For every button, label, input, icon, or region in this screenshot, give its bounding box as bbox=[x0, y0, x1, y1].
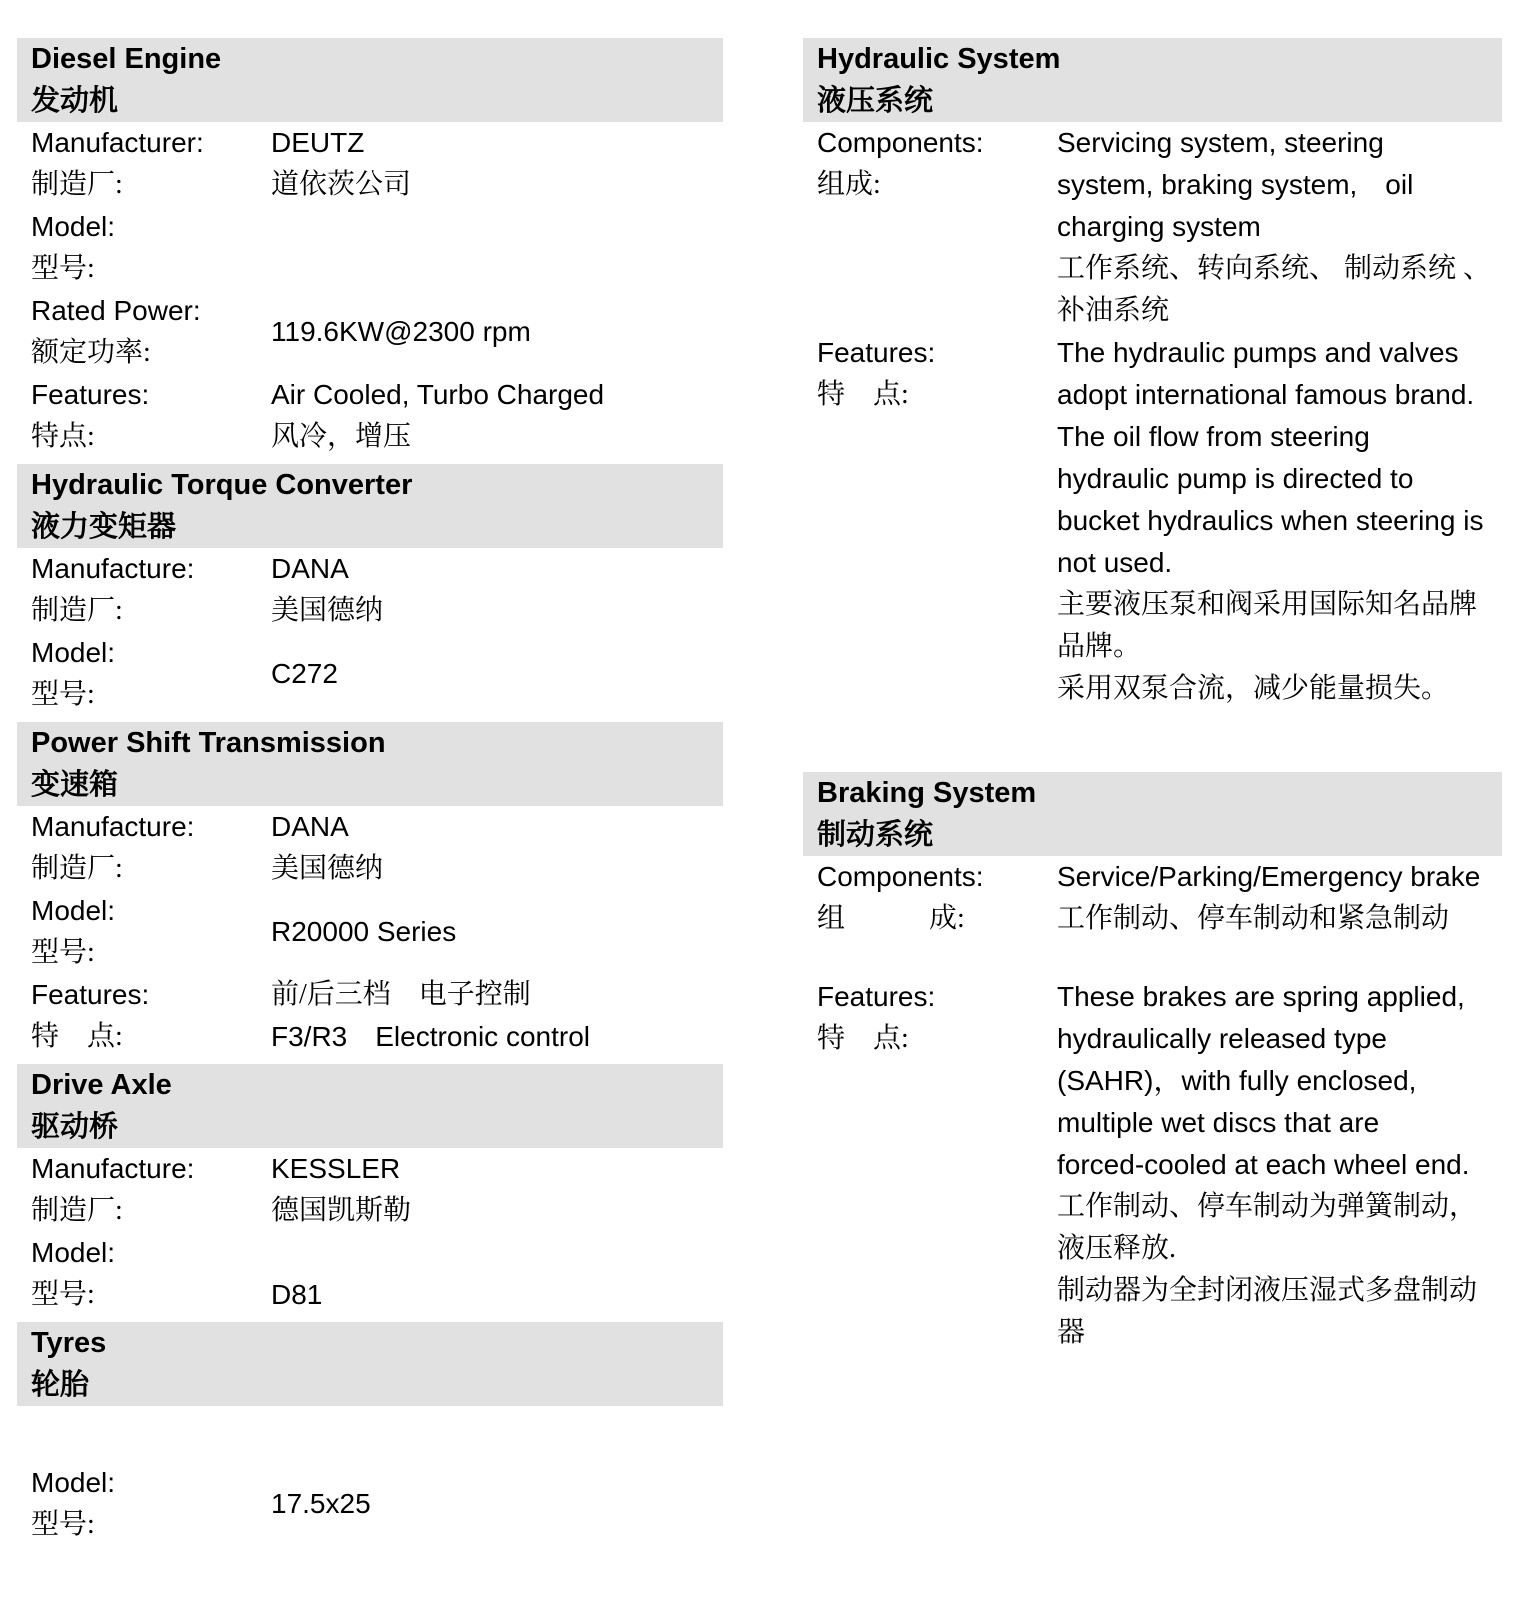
value-line: 品牌。 bbox=[1057, 631, 1142, 662]
section-title-zh: 发动机 bbox=[31, 85, 119, 117]
spec-value-zh: 美国德纳 bbox=[271, 595, 384, 626]
spec-label-en: Features: bbox=[817, 337, 936, 368]
spec-line-en bbox=[17, 206, 723, 248]
spec-row-model bbox=[17, 632, 723, 716]
spec-value-lines bbox=[1057, 122, 1491, 332]
section-header-hydraulic-system bbox=[803, 38, 1502, 122]
value-line: multiple wet discs that are bbox=[1057, 1107, 1380, 1138]
spec-label-en: Features: bbox=[31, 979, 150, 1010]
section-header-power-shift-transmission bbox=[17, 722, 723, 806]
section-header-tyres bbox=[17, 1322, 723, 1406]
section-title-zh: 变速箱 bbox=[31, 769, 119, 801]
spec-label-en: Model: bbox=[31, 1237, 116, 1268]
spec-row-features bbox=[17, 374, 723, 458]
spec-label-zh: 额定功率: bbox=[31, 337, 151, 368]
spec-labels bbox=[803, 856, 1057, 940]
section-title-en: Diesel Engine bbox=[31, 43, 222, 75]
section-title-en: Hydraulic System bbox=[817, 43, 1061, 75]
spec-line-zh bbox=[17, 248, 723, 290]
spec-line-en bbox=[17, 374, 723, 416]
spec-row-model bbox=[17, 206, 723, 290]
spec-row-manufacture bbox=[17, 548, 723, 632]
spec-label-en: Manufacture: bbox=[31, 1153, 195, 1184]
spec-labels bbox=[803, 122, 1057, 206]
spec-labels bbox=[803, 332, 1057, 416]
spec-label-en: Manufacture: bbox=[31, 811, 195, 842]
spec-line-en bbox=[17, 1148, 723, 1190]
spec-row-components bbox=[803, 122, 1502, 332]
spec-value-en: DANA bbox=[271, 553, 349, 584]
section-title-zh: 驱动桥 bbox=[31, 1111, 119, 1143]
value-line: system, braking system, oil bbox=[1057, 169, 1414, 200]
spec-value-zh: 德国凯斯勒 bbox=[271, 1195, 412, 1226]
spec-value-en: KESSLER bbox=[271, 1153, 401, 1184]
spec-label-en: Rated Power: bbox=[31, 295, 201, 326]
value-line: hydraulic pump is directed to bbox=[1057, 463, 1414, 494]
section-header-hydraulic-torque-converter bbox=[17, 464, 723, 548]
value-line: The hydraulic pumps and valves bbox=[1057, 337, 1459, 368]
spec-row-manufacture bbox=[17, 1148, 723, 1232]
spec-value-lines bbox=[1057, 332, 1483, 710]
spec-label-zh: 型号: bbox=[31, 1509, 95, 1540]
spec-row-model bbox=[17, 1462, 723, 1546]
spec-line-zh bbox=[17, 416, 723, 458]
spec-label-zh: 型号: bbox=[31, 253, 95, 284]
spec-label-en: Features: bbox=[817, 981, 936, 1012]
spec-row-manufacture bbox=[17, 806, 723, 890]
section-title-en: Braking System bbox=[817, 777, 1037, 809]
spec-value-en: D81 bbox=[271, 1279, 323, 1310]
spec-value: 119.6KW@2300 rpm bbox=[271, 316, 531, 347]
spec-line-en bbox=[17, 632, 723, 674]
value-line: bucket hydraulics when steering is bbox=[1057, 505, 1484, 536]
spec-row-model bbox=[17, 890, 723, 974]
spec-label-en: Model: bbox=[31, 895, 116, 926]
spec-label-en: Model: bbox=[31, 211, 116, 242]
value-line: The oil flow from steering bbox=[1057, 421, 1370, 452]
spec-label-zh: 型号: bbox=[31, 1279, 95, 1310]
spec-row-features bbox=[803, 332, 1502, 710]
spec-label-zh: 特 点: bbox=[31, 1021, 123, 1052]
spec-label-en: Manufacturer: bbox=[31, 127, 204, 158]
section-header-drive-axle bbox=[17, 1064, 723, 1148]
spec-line-zh bbox=[17, 1274, 723, 1316]
spec-label-en: Model: bbox=[31, 637, 116, 668]
section-title-zh: 液力变矩器 bbox=[31, 511, 177, 543]
value-line: charging system bbox=[1057, 211, 1261, 242]
spec-label-zh: 特 点: bbox=[817, 379, 909, 410]
spec-label-zh: 制造厂: bbox=[31, 1195, 123, 1226]
spacer bbox=[803, 940, 1502, 976]
value-line: These brakes are spring applied, bbox=[1057, 981, 1465, 1012]
spec-label-zh: 制造厂: bbox=[31, 169, 123, 200]
section-title-en: Drive Axle bbox=[31, 1069, 172, 1101]
spec-line-zh bbox=[17, 164, 723, 206]
spec-label-zh: 特点: bbox=[31, 421, 95, 452]
spec-label-en: Components: bbox=[817, 127, 984, 158]
section-title-zh: 轮胎 bbox=[31, 1369, 90, 1401]
spec-line-zh bbox=[17, 1016, 723, 1058]
spec-value-zh: 风冷，增压 bbox=[271, 421, 412, 452]
spec-label-zh: 组成: bbox=[817, 169, 881, 200]
spec-value-en: F3/R3 Electronic control bbox=[271, 1021, 591, 1052]
value-line: adopt international famous brand. bbox=[1057, 379, 1475, 410]
spec-row-rated-power bbox=[17, 290, 723, 374]
value-line: 工作制动、停车制动为弹簧制动， bbox=[1057, 1191, 1478, 1222]
spec-line-zh bbox=[17, 674, 723, 716]
spec-label-en: Model: bbox=[31, 1467, 116, 1498]
right-column bbox=[803, 38, 1502, 1354]
spec-labels bbox=[803, 976, 1057, 1060]
spec-line-zh bbox=[17, 848, 723, 890]
value-line: 补油系统 bbox=[1057, 295, 1170, 326]
spec-row-features bbox=[17, 974, 723, 1058]
value-line: 液压释放. bbox=[1057, 1233, 1177, 1264]
spec-label-en: Features: bbox=[31, 379, 150, 410]
section-title-zh: 制动系统 bbox=[817, 819, 934, 851]
value-line: Servicing system, steering bbox=[1057, 127, 1384, 158]
left-column bbox=[17, 38, 723, 1546]
spec-row-manufacturer bbox=[17, 122, 723, 206]
spec-value: C272 bbox=[271, 658, 338, 689]
spec-line-en bbox=[17, 548, 723, 590]
spec-value-zh: 前/后三档 电子控制 bbox=[271, 979, 531, 1010]
spec-row-components bbox=[803, 856, 1502, 940]
spec-row-features bbox=[803, 976, 1502, 1354]
spec-line-en bbox=[17, 806, 723, 848]
value-line: 工作系统、转向系统、 制动系统 、 bbox=[1057, 253, 1492, 284]
spec-label-en: Components: bbox=[817, 861, 984, 892]
spec-value-lines bbox=[1057, 856, 1480, 940]
section-title-en: Tyres bbox=[31, 1327, 107, 1359]
spec-label-zh: 型号: bbox=[31, 937, 95, 968]
spec-label-en: Manufacture: bbox=[31, 553, 195, 584]
section-header-diesel-engine bbox=[17, 38, 723, 122]
spec-value-en: DANA bbox=[271, 811, 349, 842]
value-line: forced-cooled at each wheel end. bbox=[1057, 1149, 1470, 1180]
value-line: not used. bbox=[1057, 547, 1173, 578]
spec-label-zh: 特 点: bbox=[817, 1023, 909, 1054]
spec-value-en: Air Cooled, Turbo Charged bbox=[271, 379, 605, 410]
spec-line-zh bbox=[17, 1190, 723, 1232]
section-title-en: Hydraulic Torque Converter bbox=[31, 469, 413, 501]
spec-label-zh: 制造厂: bbox=[31, 595, 123, 626]
value-line: 主要液压泵和阀采用国际知名品牌 bbox=[1057, 589, 1478, 620]
section-title-en: Power Shift Transmission bbox=[31, 727, 386, 759]
spec-value: 17.5x25 bbox=[271, 1488, 371, 1519]
value-line: 器 bbox=[1057, 1317, 1086, 1348]
value-line: 采用双泵合流，减少能量损失。 bbox=[1057, 673, 1450, 704]
value-line: Service/Parking/Emergency brake bbox=[1057, 861, 1481, 892]
section-title-zh: 液压系统 bbox=[817, 85, 934, 117]
value-line: hydraulically released type bbox=[1057, 1023, 1387, 1054]
spec-label-zh: 型号: bbox=[31, 679, 95, 710]
spec-value-en: DEUTZ bbox=[271, 127, 365, 158]
spec-label-zh: 组 成: bbox=[817, 903, 965, 934]
spec-value-zh: 美国德纳 bbox=[271, 853, 384, 884]
spec-value: R20000 Series bbox=[271, 916, 457, 947]
spec-label-zh: 制造厂: bbox=[31, 853, 123, 884]
value-line: 工作制动、停车制动和紧急制动 bbox=[1057, 903, 1450, 934]
value-line: (SAHR)，with fully enclosed, bbox=[1057, 1065, 1417, 1096]
spec-line-en bbox=[17, 974, 723, 1016]
spec-value-lines bbox=[1057, 976, 1477, 1354]
spec-line-en bbox=[17, 1232, 723, 1274]
spec-line-zh bbox=[17, 590, 723, 632]
section-header-braking-system bbox=[803, 772, 1502, 856]
spec-line-en bbox=[17, 122, 723, 164]
value-line: 制动器为全封闭液压湿式多盘制动 bbox=[1057, 1275, 1478, 1306]
spacer bbox=[17, 1406, 723, 1462]
spec-value-zh: 道依茨公司 bbox=[271, 169, 412, 200]
spec-row-model bbox=[17, 1232, 723, 1316]
